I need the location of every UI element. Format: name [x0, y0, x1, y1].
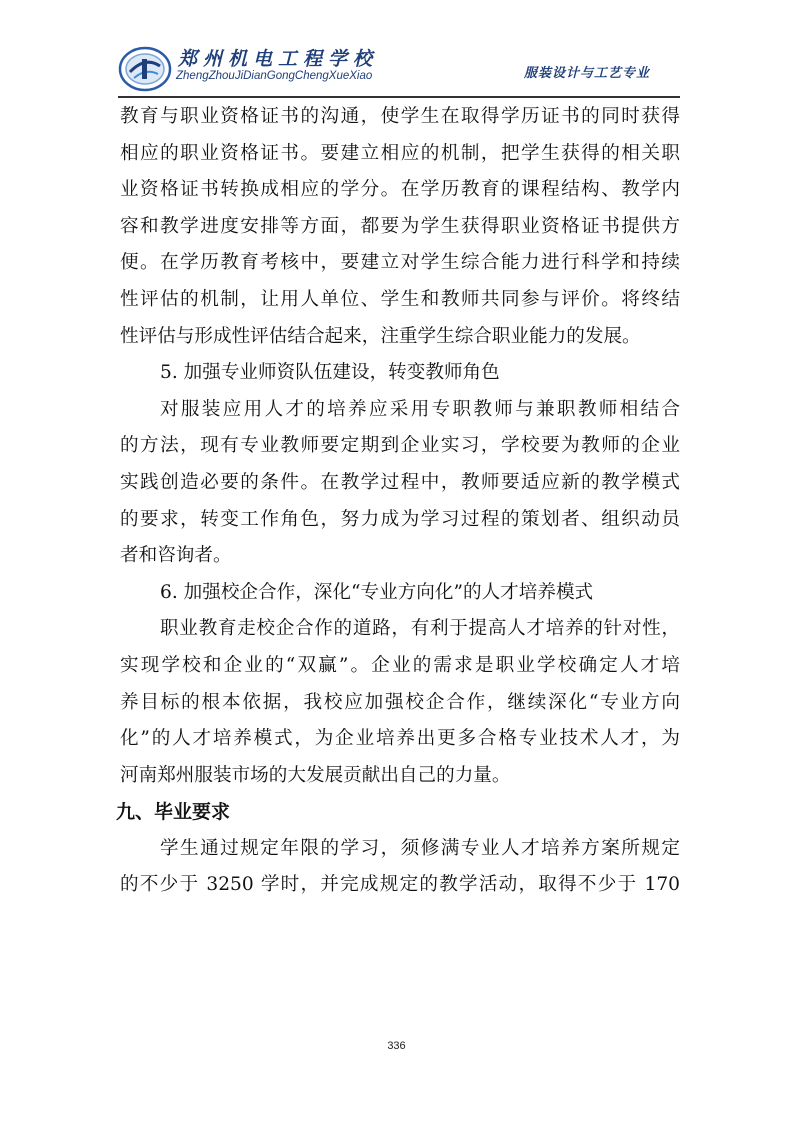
- body-line: 学生通过规定年限的学习，须修满专业人才培养方案所规定: [160, 837, 680, 859]
- body-line: 者和咨询者。: [120, 545, 232, 567]
- school-logo-icon: [118, 46, 172, 92]
- body-line: 实现学校和企业的“双赢”。企业的需求是职业学校确定人才培: [120, 654, 680, 676]
- body-line: 实践创造必要的条件。在教学过程中，教师要适应新的教学模式: [120, 471, 680, 493]
- section-heading-5: 5. 加强专业师资队伍建设，转变教师角色: [160, 362, 500, 384]
- body-line: 教育与职业资格证书的沟通，使学生在取得学历证书的同时获得: [120, 106, 680, 127]
- school-name-cn: 郑州机电工程学校: [178, 48, 379, 70]
- body-line: 职业教育走校企合作的道路，有利于提高人才培养的针对性，: [160, 618, 680, 640]
- body-line: 业资格证书转换成相应的学分。在学历教育的课程结构、教学内: [120, 179, 680, 201]
- body-line: 的要求，转变工作角色，努力成为学习过程的策划者、组织动员: [120, 508, 680, 530]
- body-line: 化”的人才培养模式，为企业培养出更多合格专业技术人才，为: [120, 728, 680, 750]
- body-line: 容和教学进度安排等方面，都要为学生获得职业资格证书提供方: [120, 215, 680, 237]
- school-name-en: ZhengZhouJiDianGongChengXueXiao: [176, 70, 373, 82]
- section-heading-graduation: 九、毕业要求: [116, 801, 231, 824]
- document-body: [116, 99, 680, 904]
- body-line: 养目标的根本依据，我校应加强校企合作，继续深化“专业方向: [120, 691, 680, 713]
- section-heading-6: 6. 加强校企合作，深化“专业方向化”的人才培养模式: [160, 581, 594, 603]
- header-divider: [118, 96, 680, 98]
- major-title: 服装设计与工艺专业: [523, 66, 650, 81]
- body-line: 性评估的机制，让用人单位、学生和教师共同参与评价。将终结: [120, 288, 680, 310]
- body-line: 对服装应用人才的培养应采用专职教师与兼职教师相结合: [160, 398, 680, 420]
- body-line: 便。在学历教育考核中，要建立对学生综合能力进行科学和持续: [120, 252, 680, 274]
- page-header: [118, 42, 680, 100]
- body-line: 的不少于 3250 学时，并完成规定的教学活动，取得不少于 170: [120, 874, 680, 896]
- body-line: 的方法，现有专业教师要定期到企业实习，学校要为教师的企业: [120, 435, 680, 457]
- body-line: 河南郑州服装市场的大发展贡献出自己的力量。: [120, 764, 511, 786]
- page-number: 336: [387, 1040, 406, 1052]
- body-line: 性评估与形成性评估结合起来，注重学生综合职业能力的发展。: [120, 325, 641, 347]
- body-line: 相应的职业资格证书。要建立相应的机制，把学生获得的相关职: [120, 142, 680, 164]
